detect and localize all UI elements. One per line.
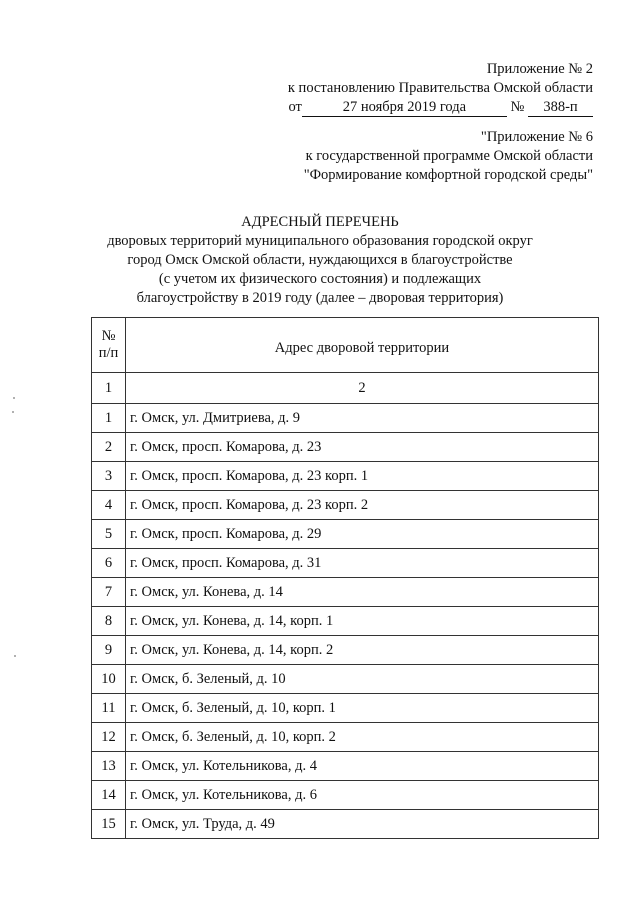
- row-number: 3: [92, 462, 126, 491]
- row-number: 4: [92, 491, 126, 520]
- table-row: [92, 404, 599, 433]
- address-table: [91, 317, 599, 839]
- header-number-symbol: №: [101, 328, 116, 344]
- row-number: 8: [92, 607, 126, 636]
- table-row: [92, 433, 599, 462]
- appendix-number: Приложение № 2: [486, 61, 593, 77]
- row-number: 6: [92, 549, 126, 578]
- row-address: г. Омск, б. Зеленый, д. 10, корп. 2: [126, 723, 599, 752]
- row-address: г. Омск, ул. Конева, д. 14, корп. 1: [126, 607, 599, 636]
- row-address: г. Омск, ул. Конева, д. 14: [126, 578, 599, 607]
- title-line-2: дворовых территорий муниципального образования городской округ: [107, 233, 533, 249]
- appendix-date-line: [288, 98, 593, 117]
- row-number: 7: [92, 578, 126, 607]
- row-address: г. Омск, просп. Комарова, д. 29: [126, 520, 599, 549]
- row-address: г. Омск, просп. Комарова, д. 23: [126, 433, 599, 462]
- table-row: [92, 578, 599, 607]
- row-number: 13: [92, 752, 126, 781]
- header-number: [92, 318, 126, 373]
- title-line-3: город Омск Омской области, нуждающихся в благоустройстве: [127, 252, 513, 268]
- column-index-2: 2: [126, 373, 599, 404]
- appendix-block: [288, 60, 593, 117]
- appendix2-program-name: "Формирование комфортной городской среды": [303, 167, 593, 183]
- table-row: [92, 636, 599, 665]
- from-label: от: [288, 99, 302, 115]
- table-row: [92, 723, 599, 752]
- table-row: [92, 781, 599, 810]
- column-index-row: [92, 373, 599, 404]
- table-row: [92, 549, 599, 578]
- appendix2-program: к государственной программе Омской области: [305, 148, 593, 164]
- document-title: [0, 213, 640, 308]
- row-address: г. Омск, ул. Дмитриева, д. 9: [126, 404, 599, 433]
- row-address: г. Омск, просп. Комарова, д. 23 корп. 1: [126, 462, 599, 491]
- row-number: 14: [92, 781, 126, 810]
- appendix2-number: "Приложение № 6: [480, 129, 593, 145]
- number-label: №: [510, 99, 525, 115]
- row-number: 15: [92, 810, 126, 839]
- table-row: [92, 810, 599, 839]
- scan-speck: [14, 655, 16, 657]
- table-row: [92, 491, 599, 520]
- column-index-1: 1: [92, 373, 126, 404]
- resolution-number: 388-п: [528, 99, 593, 117]
- header-number-abbr: п/п: [98, 345, 119, 361]
- appendix-resolution: к постановлению Правительства Омской области: [287, 80, 593, 96]
- table-row: [92, 665, 599, 694]
- table-row: [92, 752, 599, 781]
- row-address: г. Омск, б. Зеленый, д. 10, корп. 1: [126, 694, 599, 723]
- table-row: [92, 462, 599, 491]
- row-number: 1: [92, 404, 126, 433]
- row-number: 9: [92, 636, 126, 665]
- row-number: 12: [92, 723, 126, 752]
- row-address: г. Омск, ул. Труда, д. 49: [126, 810, 599, 839]
- row-address: г. Омск, просп. Комарова, д. 31: [126, 549, 599, 578]
- resolution-date: 27 ноября 2019 года: [302, 99, 507, 117]
- row-address: г. Омск, просп. Комарова, д. 23 корп. 2: [126, 491, 599, 520]
- row-address: г. Омск, ул. Котельникова, д. 6: [126, 781, 599, 810]
- row-number: 2: [92, 433, 126, 462]
- row-address: г. Омск, б. Зеленый, д. 10: [126, 665, 599, 694]
- table-row: [92, 520, 599, 549]
- row-number: 5: [92, 520, 126, 549]
- row-number: 11: [92, 694, 126, 723]
- title-line-4: (с учетом их физического состояния) и подлежащих: [158, 271, 482, 287]
- row-address: г. Омск, ул. Котельникова, д. 4: [126, 752, 599, 781]
- table-row: [92, 694, 599, 723]
- title-line-5: благоустройству в 2019 году (далее – дворовая территория): [136, 290, 504, 306]
- row-number: 10: [92, 665, 126, 694]
- appendix2-block: [304, 128, 593, 185]
- table-row: [92, 607, 599, 636]
- header-address: Адрес дворовой территории: [126, 318, 599, 373]
- title-heading: АДРЕСНЫЙ ПЕРЕЧЕНЬ: [241, 214, 399, 230]
- row-address: г. Омск, ул. Конева, д. 14, корп. 2: [126, 636, 599, 665]
- scan-speck: [13, 397, 15, 399]
- table-header-row: [92, 318, 599, 373]
- scan-speck: [12, 411, 14, 413]
